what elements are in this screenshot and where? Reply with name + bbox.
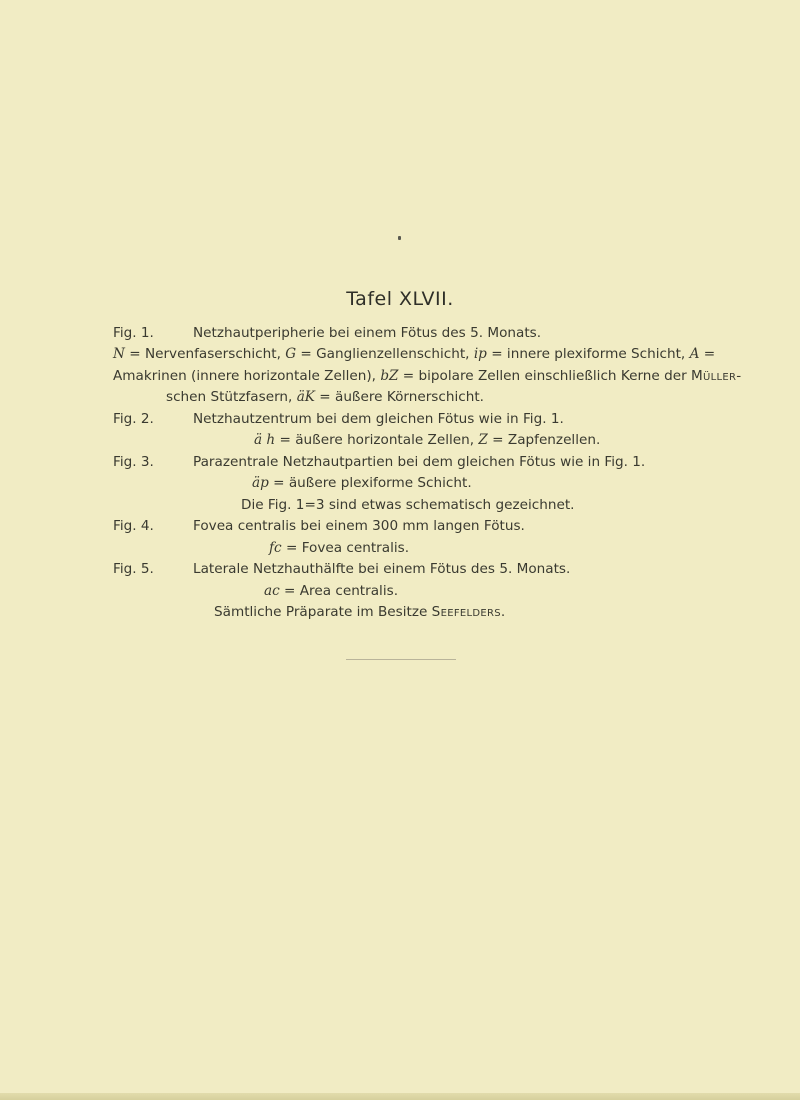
page-bottom-edge xyxy=(0,1093,800,1100)
figure-5-label: Fig. 5. xyxy=(113,561,154,577)
figure-3-note: Die Fig. 1=3 sind etwas schematisch gezeichnet. xyxy=(241,497,575,513)
plate-title: Tafel XLVII. xyxy=(346,288,454,310)
figure-1-caption: Netzhautperipherie bei einem Fötus des 5. Monats. xyxy=(193,325,542,341)
figure-5-legend: ac = Area centralis. xyxy=(264,583,399,599)
figure-4-legend: fc = Fovea centralis. xyxy=(269,540,410,556)
figure-1-legend-line-3: schen Stützfasern, äK = äußere Körnerschicht. xyxy=(166,389,484,405)
figure-3-caption: Parazentrale Netzhautpartien bei dem gleichen Fötus wie in Fig. 1. xyxy=(193,454,646,470)
figure-5-note: Sämtliche Präparate im Besitze Seefelders. xyxy=(214,604,506,620)
figure-3-legend: äp = äußere plexiforme Schicht. xyxy=(252,475,472,491)
divider-rule xyxy=(346,659,456,660)
figure-4-label: Fig. 4. xyxy=(113,518,154,534)
figure-2-caption: Netzhautzentrum bei dem gleichen Fötus wie in Fig. 1. xyxy=(193,411,564,427)
figure-1-legend-line-1: N = Nervenfaserschicht, G = Ganglienzellenschicht, ip = innere plexiforme Schicht, A = xyxy=(113,346,716,362)
figure-2-label: Fig. 2. xyxy=(113,411,154,427)
figure-1-label: Fig. 1. xyxy=(113,325,154,341)
figure-2-legend: ä h = äußere horizontale Zellen, Z = Zapfenzellen. xyxy=(254,432,601,448)
figure-3-label: Fig. 3. xyxy=(113,454,154,470)
ink-speck xyxy=(398,236,401,240)
figure-1-legend-line-2: Amakrinen (innere horizontale Zellen), bZ = bipolare Zellen einschließlich Kerne der Müller- xyxy=(113,368,742,384)
figure-5-caption: Laterale Netzhauthälfte bei einem Fötus des 5. Monats. xyxy=(193,561,571,577)
figure-4-caption: Fovea centralis bei einem 300 mm langen Fötus. xyxy=(193,518,525,534)
